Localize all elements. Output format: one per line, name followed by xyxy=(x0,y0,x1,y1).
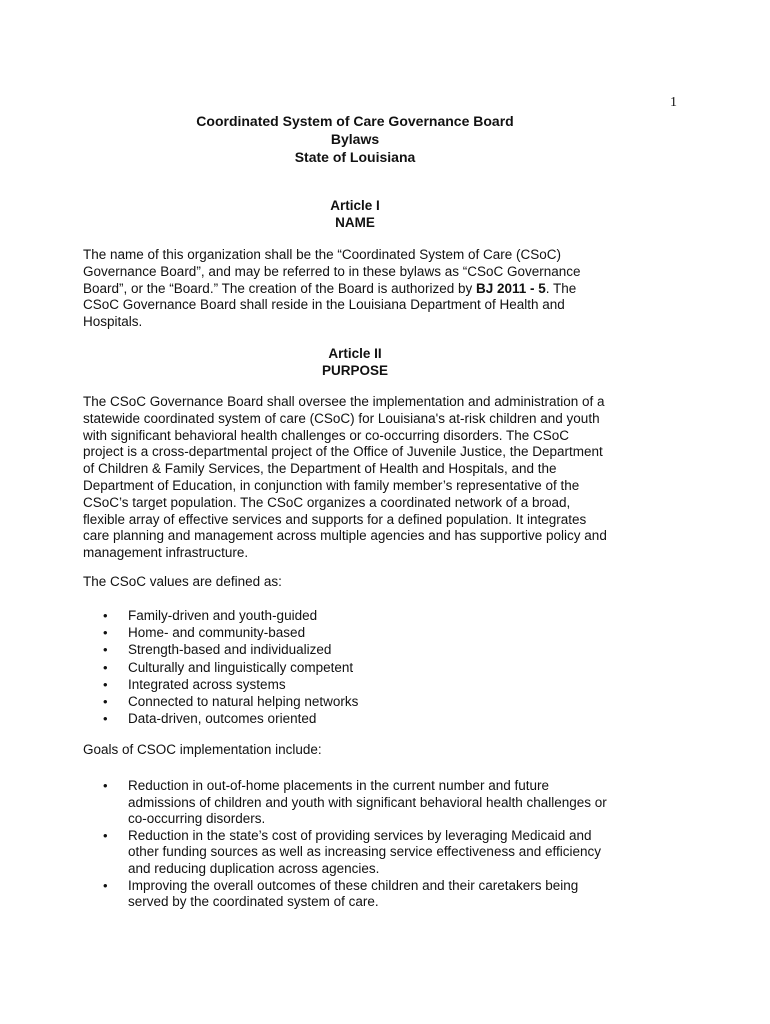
goals-list xyxy=(83,778,633,911)
article-2-heading: Article II xyxy=(328,346,382,361)
article-1-authority-ref: BJ 2011 - 5 xyxy=(475,280,546,296)
bullet-icon: • xyxy=(103,877,108,893)
article-2-heading-block xyxy=(0,345,710,379)
title-line-2: Bylaws xyxy=(330,131,380,147)
article-1-heading-block xyxy=(0,197,710,231)
bullet-icon: • xyxy=(103,676,108,692)
list-item: • Culturally and linguistically competent xyxy=(103,659,354,675)
list-item: • Family-driven and youth-guided xyxy=(103,608,318,623)
bullet-icon: • xyxy=(103,827,108,843)
bullet-icon: • xyxy=(103,778,108,793)
article-1-heading: Article I xyxy=(330,198,380,213)
goals-intro: Goals of CSOC implementation include: xyxy=(83,742,322,757)
document-title xyxy=(0,112,710,166)
article-1-text-part-1: The name of this organization shall be the “Coordinated System of Care (CSoC) Governance Board”, and may be referred to in these bylaws as “CSoC Governance Board”, or the “Board.” The creation of the Board is authorized by xyxy=(83,247,581,296)
bullet-icon: • xyxy=(103,642,108,658)
list-item: • Improving the overall outcomes of these children and their caretakers being served by the coordinated system of care. xyxy=(103,877,579,910)
bullet-icon: • xyxy=(103,694,108,710)
list-item: • Integrated across systems xyxy=(103,676,286,692)
bullet-icon: • xyxy=(103,625,108,641)
article-1-subheading: NAME xyxy=(335,215,375,230)
article-2-subheading: PURPOSE xyxy=(321,363,389,378)
article-1-text-part-2: . The CSoC Governance Board shall reside in the Louisiana Department of Health and Hospitals. xyxy=(83,280,577,330)
values-list xyxy=(83,607,633,727)
page-number: 1 xyxy=(670,95,677,110)
title-line-1: Coordinated System of Care Governance Board xyxy=(196,113,514,129)
list-item: • Strength-based and individualized xyxy=(103,642,332,658)
article-1-paragraph xyxy=(83,247,633,331)
list-item: • Reduction in out-of-home placements in the current number and future admissions of children and youth with significant behavioral health challenges or co-occurring disorders. xyxy=(103,778,607,827)
bullet-icon: • xyxy=(103,608,108,623)
bullet-icon: • xyxy=(103,711,108,727)
title-line-3: State of Louisiana xyxy=(294,149,416,165)
list-item: • Data-driven, outcomes oriented xyxy=(103,711,317,727)
list-item: • Home- and community-based xyxy=(103,625,306,641)
values-intro: The CSoC values are defined as: xyxy=(83,574,282,589)
list-item: • Connected to natural helping networks xyxy=(103,694,359,710)
bullet-icon: • xyxy=(103,659,108,675)
article-2-paragraph: The CSoC Governance Board shall oversee the implementation and administration of a statewide coordinated system of care (CSoC) for Louisiana's at-risk children and youth with significant behavioral health challenges or co-occurring disorders. The CSoC project is a cross-departmental project of the Office of Juvenile Justice, the Department of Children & Family Services, the Department of Health and Hospitals, and the Department of Education, in conjunction with family member’s representative of the CSoC’s target population. The CSoC organizes a coordinated network of a broad, flexible array of effective services and supports for a defined population. It integrates care planning and management across multiple agencies and has supportive policy and management infrastructure. xyxy=(83,394,607,561)
list-item: • Reduction in the state’s cost of providing services by leveraging Medicaid and other funding sources as well as increasing service effectiveness and efficiency and reducing duplication across agencies. xyxy=(103,827,602,876)
